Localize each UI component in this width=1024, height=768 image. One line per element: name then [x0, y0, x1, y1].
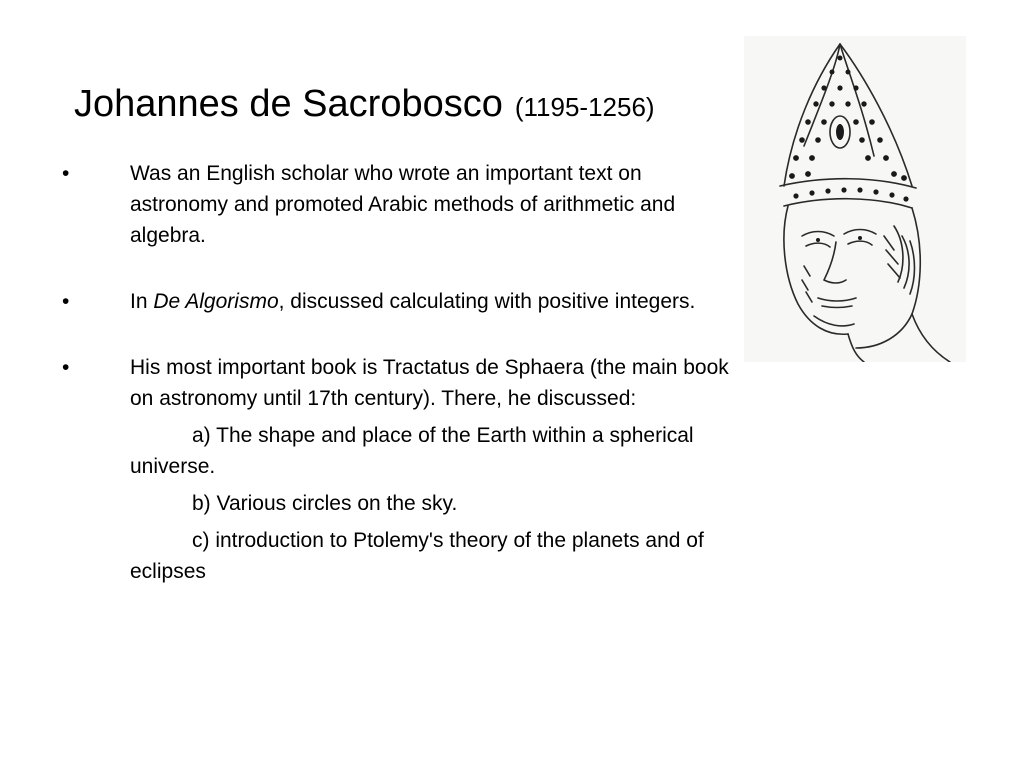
title-dates: (1195-1256) [514, 92, 655, 122]
slide-title [74, 78, 655, 133]
book-title-emphasis: De Algorismo [153, 290, 279, 313]
bullet-text: Was an English scholar who wrote an important text on astronomy and promoted Arabic methods of arithmetic and algebra. [130, 162, 676, 247]
bullet-marker: • [62, 290, 70, 313]
bullet-text: His most important book is Tractatus de Sphaera (the main book on astronomy until 17th century). There, he discussed: [130, 356, 729, 410]
bullet-marker: • [62, 356, 70, 379]
bullet-text-prefix: In [130, 290, 154, 313]
bullet-item [62, 158, 742, 251]
sub-item: b) Various circles on the sky. [192, 492, 458, 515]
bullet-marker: • [62, 162, 70, 185]
portrait-image [744, 36, 966, 362]
sub-item: c) introduction to Ptolemy's theory of the planets and of eclipses [130, 529, 704, 583]
portrait-sketch [744, 36, 966, 362]
bullet-item [62, 352, 742, 587]
title-name: Johannes de Sacrobosco [74, 83, 503, 125]
bullet-item [62, 286, 742, 317]
bullet-text-suffix: , discussed calculating with positive integers. [278, 290, 696, 313]
bullet-list [62, 158, 742, 587]
sub-item: a) The shape and place of the Earth within a spherical universe. [130, 424, 694, 478]
